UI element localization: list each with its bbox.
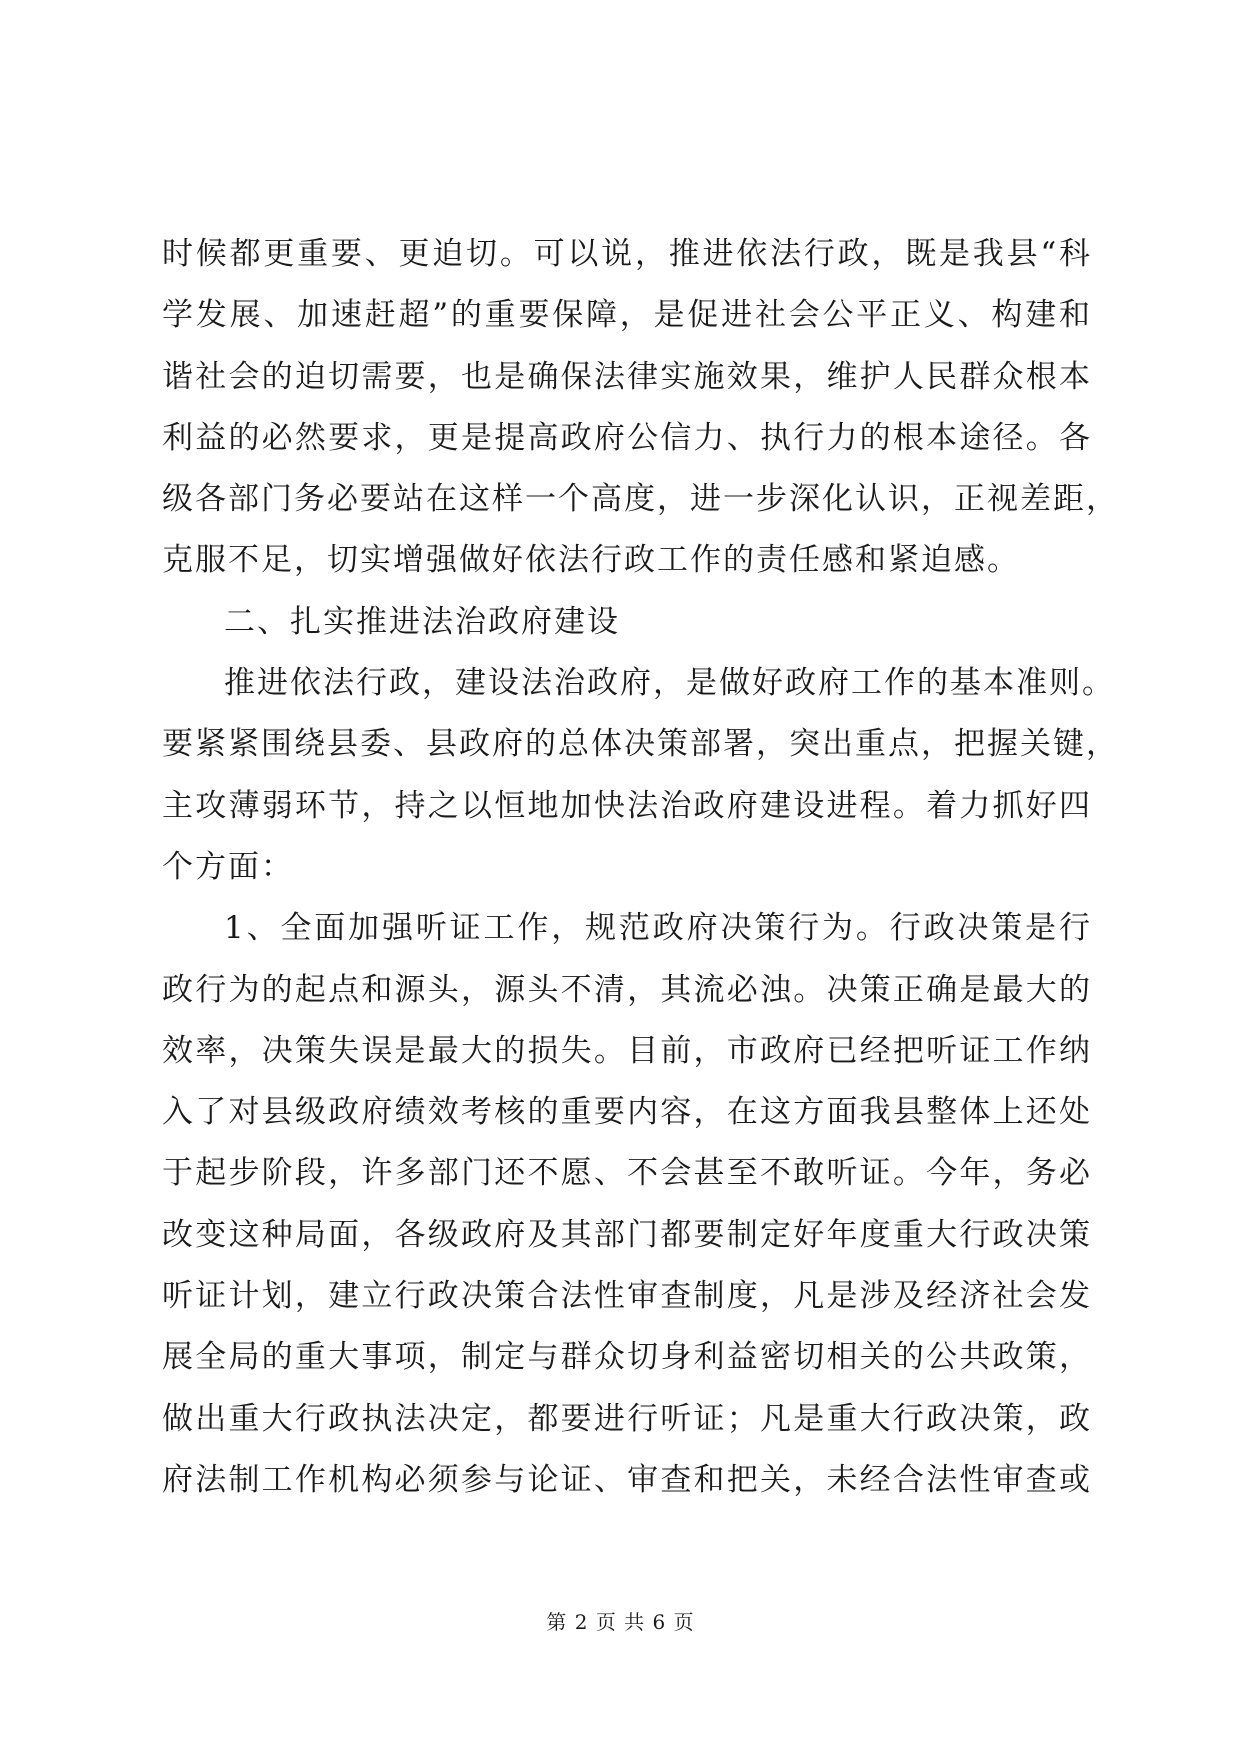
text-line: 改变这种局面，各级政府及其部门都要制定好年度重大行政决策 (162, 1216, 1092, 1253)
paragraph (162, 898, 1092, 1511)
text-line: 利益的必然要求，更是提高政府公信力、执行力的根本途径。各 (162, 419, 1092, 456)
text-line: 克服不足，切实增强做好依法行政工作的责任感和紧迫感。 (162, 542, 1020, 579)
page-number-footer: 第 2 页 共 6 页 (546, 1610, 695, 1634)
text-line: 学发展、加速赶超”的重要保障，是促进社会公平正义、构建和 (162, 297, 1092, 334)
document-body (162, 224, 1119, 1511)
text-line: 1、全面加强听证工作，规范政府决策行为。行政决策是行 (224, 910, 1092, 947)
text-line: 展全局的重大事项，制定与群众切身利益密切相关的公共政策， (162, 1339, 1092, 1376)
text-line: 听证计划，建立行政决策合法性审查制度，凡是涉及经济社会发 (162, 1278, 1092, 1315)
text-line: 政行为的起点和源头，源头不清，其流必浊。决策正确是最大的 (162, 971, 1092, 1008)
text-line: 个方面： (162, 848, 294, 885)
text-line: 谐社会的迫切需要，也是确保法律实施效果，维护人民群众根本 (162, 358, 1092, 395)
text-line: 做出重大行政执法决定，都要进行听证；凡是重大行政决策，政 (162, 1400, 1092, 1437)
paragraph (162, 653, 1119, 898)
text-line: 府法制工作机构必须参与论证、审查和把关，未经合法性审查或 (162, 1461, 1092, 1498)
text-line: 要紧紧围绕县委、县政府的总体决策部署，突出重点，把握关键， (162, 726, 1119, 763)
text-line: 于起步阶段，许多部门还不愿、不会甚至不敢听证。今年，务必 (162, 1155, 1092, 1192)
section-heading (162, 592, 1092, 653)
paragraph (162, 224, 1119, 592)
text-line: 二、扎实推进法治政府建设 (224, 603, 620, 640)
text-line: 主攻薄弱环节，持之以恒地加快法治政府建设进程。着力抓好四 (162, 787, 1092, 824)
text-line: 时候都更重要、更迫切。可以说，推进依法行政，既是我县“科 (162, 236, 1092, 272)
text-line: 入了对县级政府绩效考核的重要内容，在这方面我县整体上还处 (162, 1094, 1092, 1131)
text-line: 效率，决策失误是最大的损失。目前，市政府已经把听证工作纳 (162, 1032, 1092, 1069)
text-line: 推进依法行政，建设法治政府，是做好政府工作的基本准则。 (224, 665, 1115, 702)
text-line: 级各部门务必要站在这样一个高度，进一步深化认识，正视差距， (162, 481, 1119, 518)
